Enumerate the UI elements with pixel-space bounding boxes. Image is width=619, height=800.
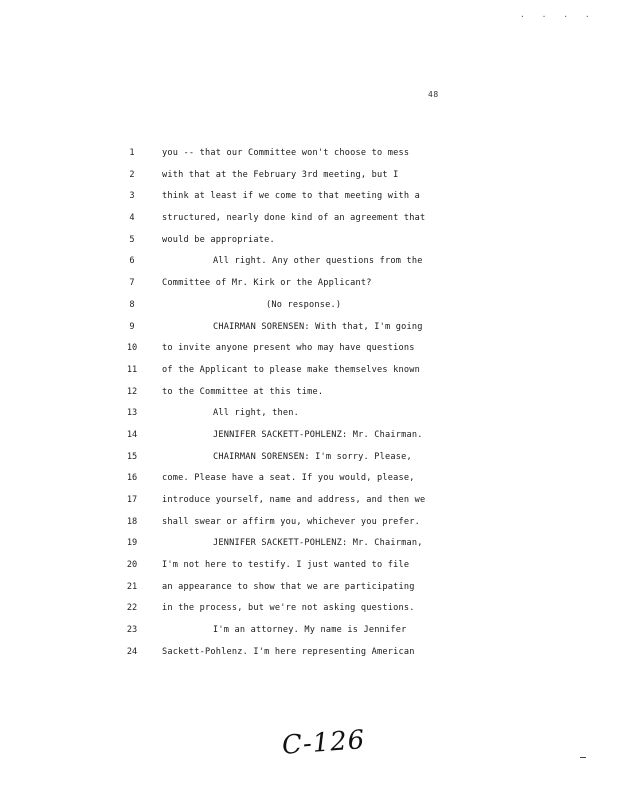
line-text: of the Applicant to please make themselves known [162,364,420,375]
line-text: JENNIFER SACKETT-POHLENZ: Mr. Chairman. [213,429,423,440]
line-text: to the Committee at this time. [162,386,324,397]
transcript-line [0,642,619,664]
line-number: 23 [126,625,138,636]
transcript-line [0,577,619,599]
transcript-line [0,251,619,273]
transcript-line [0,533,619,555]
line-text: All right. Any other questions from the [213,256,423,267]
line-number: 4 [129,213,135,224]
line-number: 10 [126,343,138,354]
corner-scan-marks: · · · · [520,12,596,21]
line-number: 19 [126,538,138,549]
transcript-line [0,338,619,360]
line-number: 21 [126,581,138,592]
line-text: in the process, but we're not asking questions. [162,603,415,614]
line-text: an appearance to show that we are participating [162,581,415,592]
transcript-line [0,382,619,404]
transcript-line [0,230,619,252]
transcript-line [0,186,619,208]
transcript-lines [0,143,619,664]
line-text: would be appropriate. [162,234,275,245]
transcript-line [0,403,619,425]
line-text: CHAIRMAN SORENSEN: I'm sorry. Please, [213,451,412,462]
transcript-line [0,468,619,490]
line-text: you -- that our Committee won't choose to mess [162,148,410,158]
line-number: 17 [126,495,138,505]
page-number: 48 [428,90,439,99]
transcript-line [0,598,619,620]
transcript-line [0,143,619,165]
line-text: All right, then. [213,408,299,419]
line-text: Committee of Mr. Kirk or the Applicant? [162,278,372,289]
line-text: CHAIRMAN SORENSEN: With that, I'm going [213,321,423,332]
line-text: (No response.) [266,299,342,310]
line-number: 9 [129,321,135,332]
line-text: with that at the February 3rd meeting, but I [162,169,399,180]
line-text: JENNIFER SACKETT-POHLENZ: Mr. Chairman, [213,538,423,549]
transcript-line [0,295,619,317]
line-number: 13 [126,408,138,419]
transcript-line [0,490,619,512]
line-number: 14 [126,429,138,440]
line-number: 8 [129,299,135,310]
line-text: to invite anyone present who may have questions [162,343,415,354]
line-number: 2 [129,169,135,180]
line-text: think at least if we come to that meeting with a [162,191,420,202]
transcript-line [0,447,619,469]
line-number: 15 [126,451,138,462]
transcript-line [0,273,619,295]
transcript-line [0,360,619,382]
line-number: 1 [129,148,135,158]
line-text: shall swear or affirm you, whichever you prefer. [162,516,420,527]
handwritten-exhibit-mark: C-126 [281,725,367,761]
line-number: 11 [126,364,138,375]
line-text: structured, nearly done kind of an agreement that [162,213,426,224]
line-text: I'm not here to testify. I just wanted to file [162,560,410,571]
line-number: 5 [129,234,135,245]
transcript-line [0,512,619,534]
transcript-line [0,555,619,577]
line-number: 16 [126,473,138,484]
line-number: 18 [126,516,138,527]
transcript-line [0,425,619,447]
line-number: 3 [129,191,135,202]
transcript-line [0,620,619,642]
line-number: 22 [126,603,138,614]
line-text: I'm an attorney. My name is Jennifer [213,625,407,636]
line-number: 24 [126,646,138,657]
line-text: come. Please have a seat. If you would, please, [162,473,415,484]
line-number: 12 [126,386,138,397]
transcript-line [0,208,619,230]
transcript-line [0,317,619,339]
line-text: Sackett-Pohlenz. I'm here representing American [162,646,415,657]
line-number: 7 [129,278,135,289]
stray-scan-mark [580,757,586,758]
line-number: 20 [126,560,138,571]
line-text: introduce yourself, name and address, and then we [162,495,426,505]
transcript-line [0,165,619,187]
line-number: 6 [129,256,135,267]
